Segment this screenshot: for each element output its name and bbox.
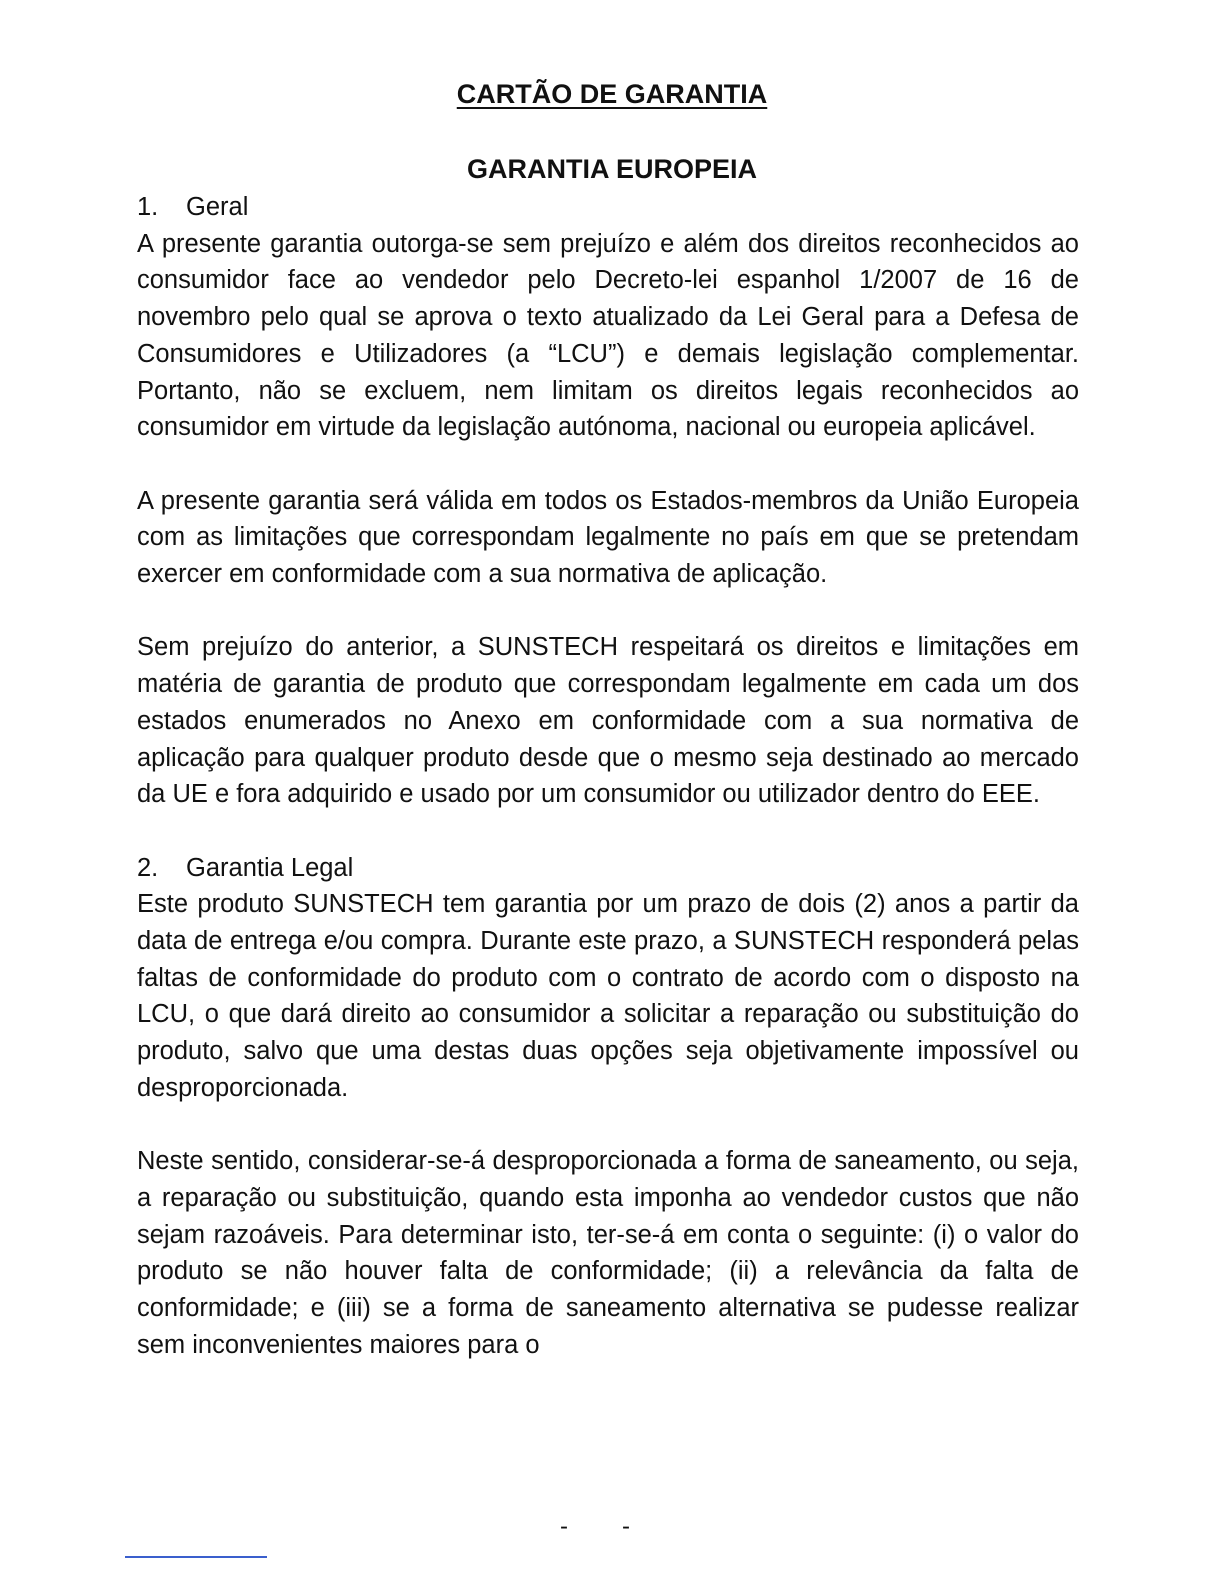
page-marker-right: - xyxy=(622,1513,630,1540)
section-1-title: Geral xyxy=(186,193,249,221)
section-2-title: Garantia Legal xyxy=(186,853,354,882)
page-marker-left: - xyxy=(560,1513,568,1540)
document-body xyxy=(137,189,1079,1363)
section-2-heading xyxy=(137,850,1079,887)
section-1-paragraph-2: A presente garantia será válida em todos os Estados-membros da União Europeia com as limitações que correspondam legalmente no país em que se pretendam exercer em conformidade com a sua normativa de aplicação. xyxy=(137,486,1079,589)
section-1-heading xyxy=(137,189,1079,226)
section-2-number: 2. xyxy=(137,853,159,882)
section-1-number: 1. xyxy=(137,193,159,221)
section-1-paragraph-1: A presente garantia outorga-se sem prejuízo e além dos direitos reconhecidos ao consumidor face ao vendedor pelo Decreto-lei espanhol 1/2007 de 16 de novembro pelo qual se aprova o texto atualizado da Lei Geral para a Defesa de Consumidores e Utilizadores (a “LCU”) e demais legislação complementar. Portanto, não se excluem, nem limitam os direitos legais reconhecidos ao consumidor em virtude da legislação autónoma, nacional ou europeia aplicável. xyxy=(137,229,1079,442)
document-subtitle: GARANTIA EUROPEIA xyxy=(466,154,757,184)
footnote-divider xyxy=(125,1556,267,1558)
section-1-paragraph-3: Sem prejuízo do anterior, a SUNSTECH respeitará os direitos e limitações em matéria de garantia de produto que correspondam legalmente em cada um dos estados enumerados no Anexo em conformidade com a sua normativa de aplicação para qualquer produto desde que o mesmo seja destinado ao mercado da UE e fora adquirido e usado por um consumidor ou utilizador dentro do EEE. xyxy=(137,633,1079,809)
document-title xyxy=(0,76,1224,112)
section-2-paragraph-1: Este produto SUNSTECH tem garantia por um prazo de dois (2) anos a partir da data de entrega e/ou compra. Durante este prazo, a SUNSTECH responderá pelas faltas de conformidade do produto com o contrato de acordo com o disposto na LCU, o que dará direito ao consumidor a solicitar a reparação ou substituição do produto, salvo que uma destas duas opções seja objetivamente impossível ou desproporcionada. xyxy=(137,890,1079,1102)
document-title-text: CARTÃO DE GARANTIA xyxy=(456,79,768,109)
page-number-marker xyxy=(560,1512,630,1542)
section-2-paragraph-2: Neste sentido, considerar-se-á desproporcionada a forma de saneamento, ou seja, a reparação ou substituição, quando esta imponha ao vendedor custos que não sejam razoáveis. Para determinar isto, ter-se-á em conta o seguinte: (i) o valor do produto se não houver falta de conformidade; (ii) a relevância da falta de conformidade; e (iii) se a forma de saneamento alternativa se pudesse realizar sem inconvenientes maiores para o xyxy=(137,1147,1079,1359)
